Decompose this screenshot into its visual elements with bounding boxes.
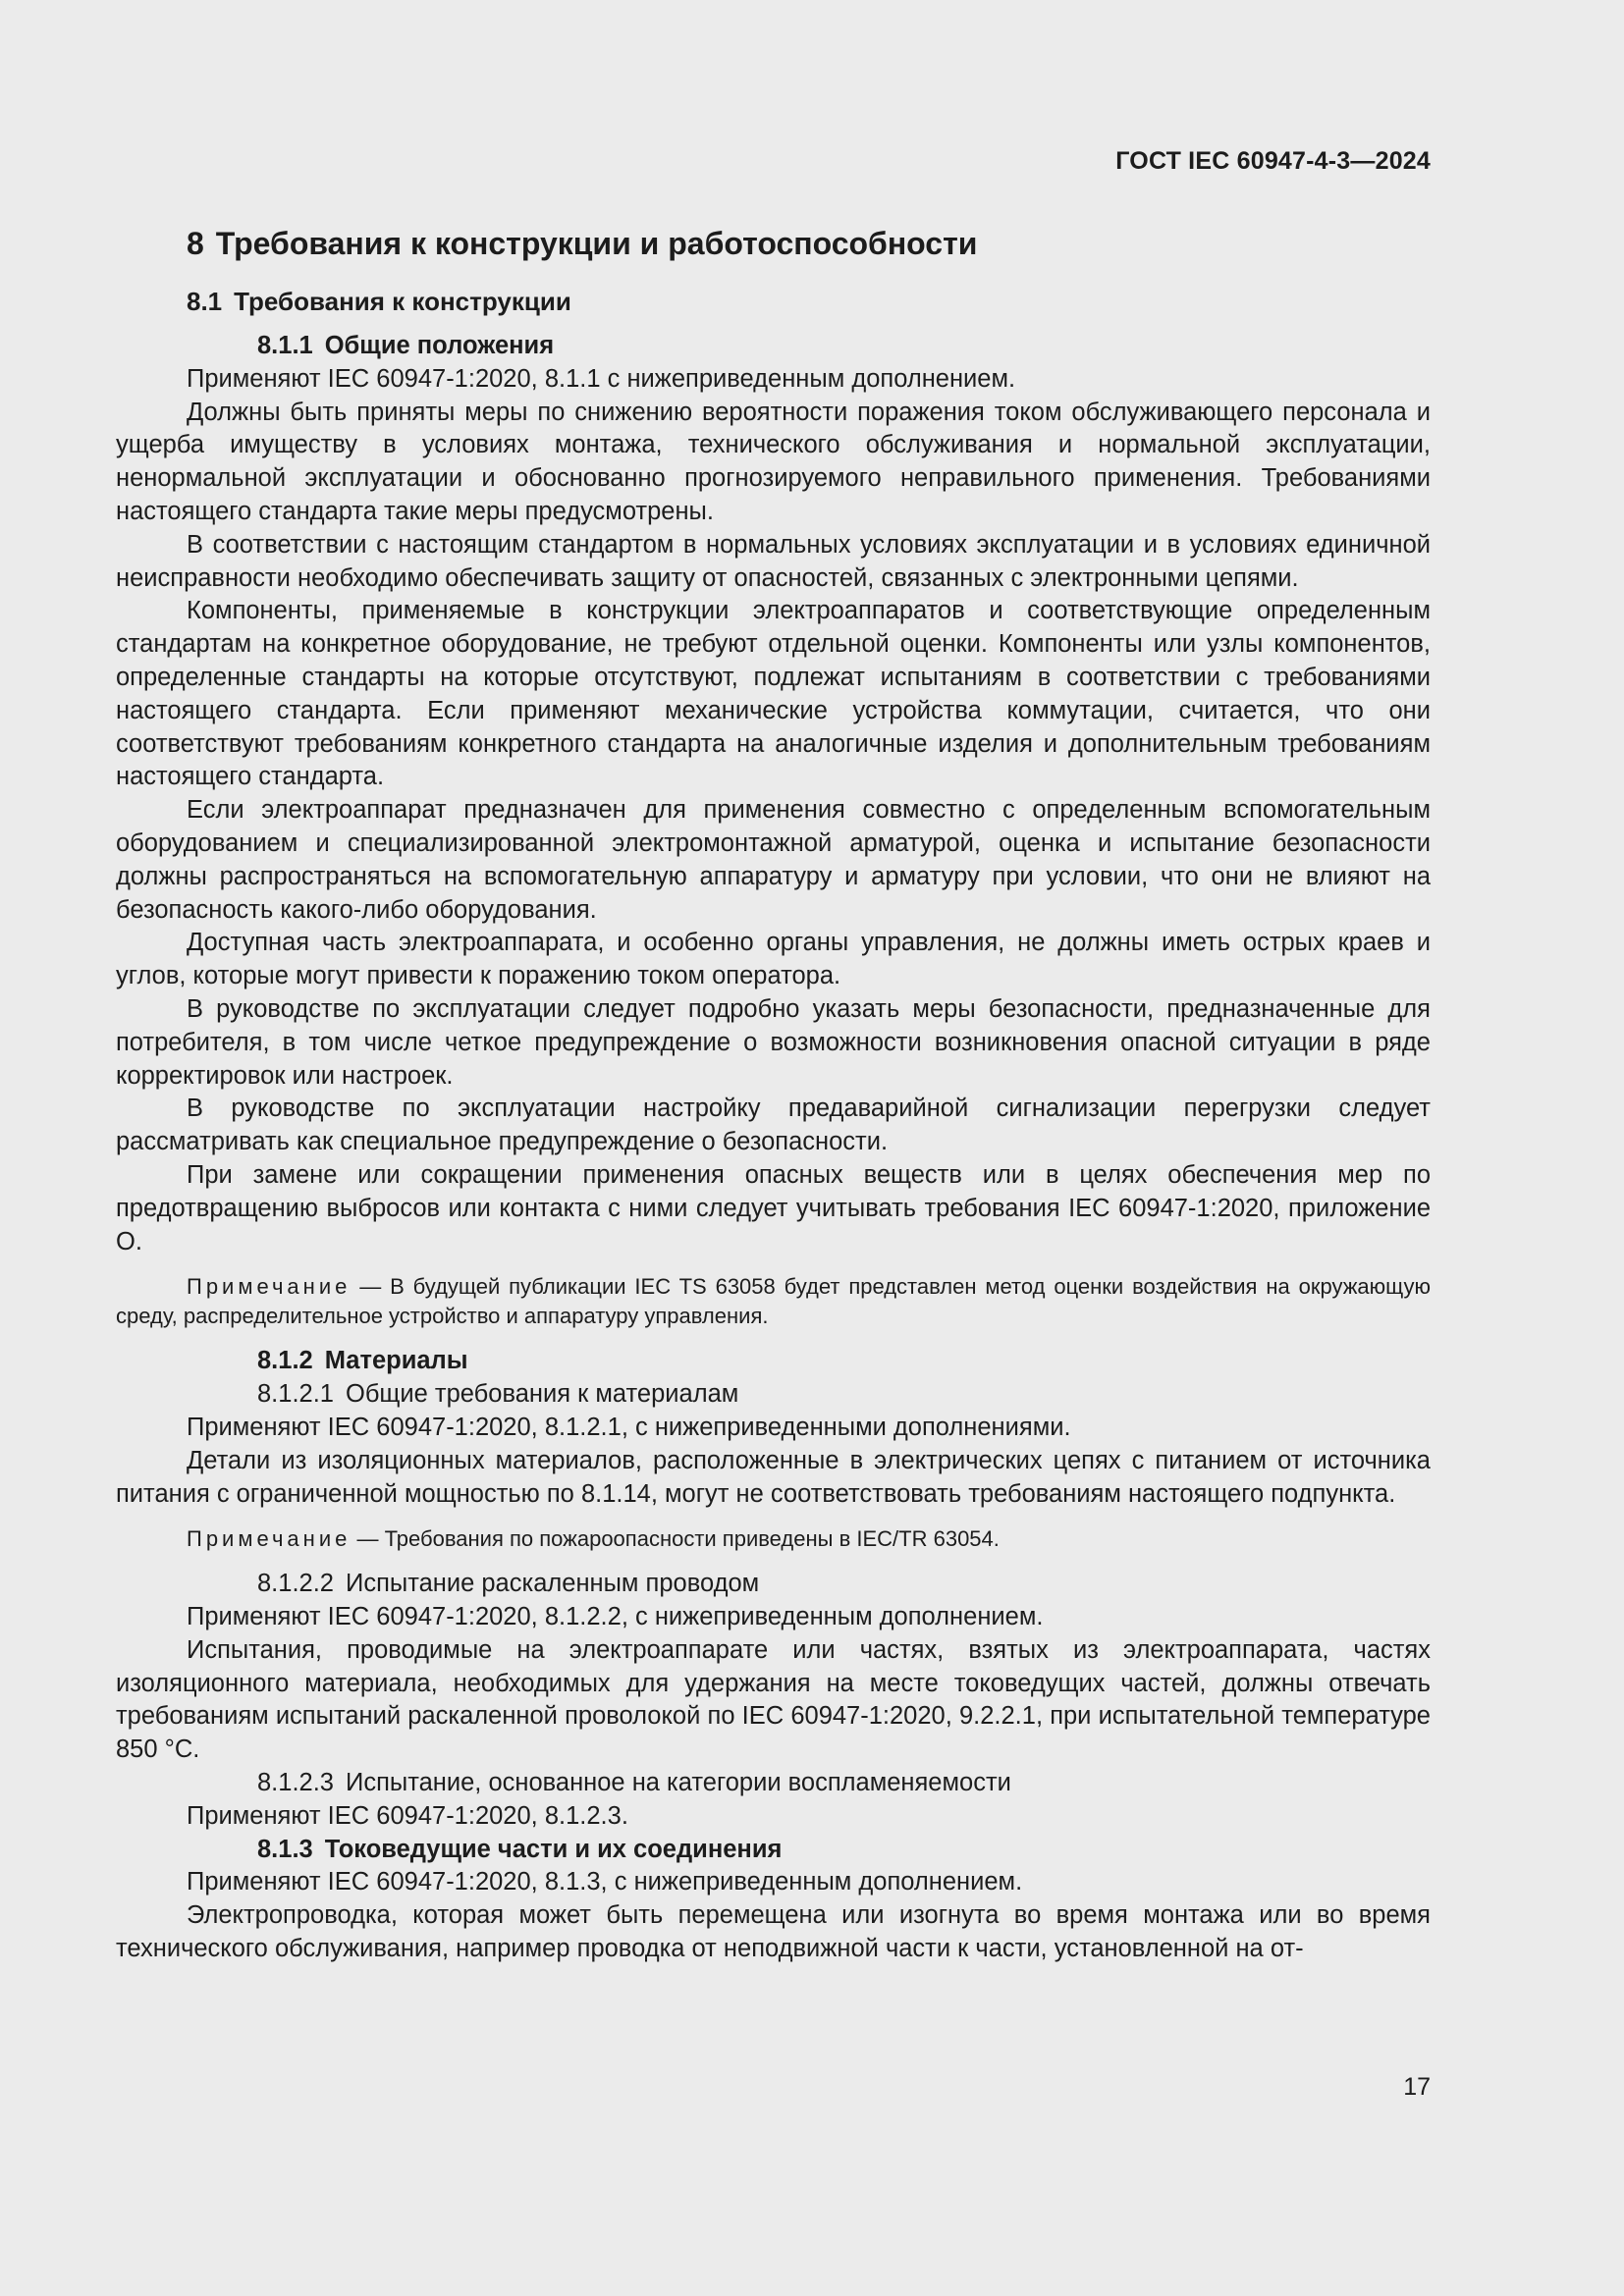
paragraph: Применяют IEC 60947-1:2020, 8.1.2.3.	[187, 1801, 628, 1830]
note-text: — Требования по пожароопасности приведены в IEC/TR 63054.	[351, 1526, 1000, 1552]
paragraph: Применяют IEC 60947-1:2020, 8.1.3, с нижеприведенным дополнением.	[187, 1868, 1023, 1896]
page-content	[116, 222, 1431, 1966]
clause-heading-8-1-2-1: 8.1.2.1 Общие требования к материалам	[257, 1380, 739, 1409]
paragraph: При замене или сокращении применения опасных веществ или в целях обеспечения мер по предотвращению выбросов или контакта с ними следует учитывать требования IEC 60947-1:2020, приложение О.	[116, 1160, 1431, 1255]
clause-heading-8-1-2-2: 8.1.2.2 Испытание раскаленным проводом	[257, 1570, 760, 1598]
section-heading	[187, 222, 1431, 265]
section-number: 8	[187, 226, 204, 261]
subsection-title: Требования к конструкции	[234, 287, 571, 316]
clause-heading-8-1-2-3: 8.1.2.3 Испытание, основанное на категории воспламеняемости	[257, 1769, 1011, 1797]
paragraph: Доступная часть электроаппарата, и особенно органы управления, не должны иметь острых краев и углов, которые могут привести к поражению током оператора.	[116, 929, 1431, 990]
note	[116, 1524, 1431, 1554]
page-number: 17	[1403, 2073, 1431, 2101]
note-label: Примечание	[187, 1274, 352, 1300]
paragraph: Если электроаппарат предназначен для применения совместно с определенным вспомогательным оборудованием и специализированной электромонтажной арматурой, оценка и испытание безопасности должны распространяться на вспомогательную аппаратуру и арматуру при условии, что они не влияют на безопасность какого-либо оборудования.	[116, 796, 1431, 924]
clause-heading-8-1-3: 8.1.3 Токоведущие части и их соединения	[257, 1835, 783, 1863]
paragraph: Должны быть приняты меры по снижению вероятности поражения током обслуживающего персонала и ущерба имуществу в условиях монтажа, технического обслуживания и нормальной эксплуатации, ненормальной эксплуатации и обоснованно прогнозируемого неправильного применения. Требованиями настоящего стандарта такие меры предусмотрены.	[116, 398, 1431, 525]
section-title: Требования к конструкции и работоспособности	[215, 226, 978, 261]
paragraph: Применяют IEC 60947-1:2020, 8.1.2.1, с нижеприведенными дополнениями.	[187, 1413, 1071, 1441]
subsection-number: 8.1	[187, 287, 223, 316]
paragraph: В соответствии с настоящим стандартом в нормальных условиях эксплуатации и в условиях единичной неисправности необходимо обеспечивать защиту от опасностей, связанных с электронными цепями.	[116, 530, 1431, 592]
paragraph: Применяют IEC 60947-1:2020, 8.1.1 с нижеприведенным дополнением.	[187, 364, 1016, 393]
note-text: — В будущей публикации IEC TS 63058 будет представлен метод оценки воздействия на окружающую среду, распределительное устройство и аппаратуру управления.	[116, 1274, 1431, 1329]
paragraph: В руководстве по эксплуатации настройку предаварийной сигнализации перегрузки следует рассматривать как специальное предупреждение о безопасности.	[116, 1095, 1431, 1156]
note	[116, 1272, 1431, 1331]
paragraph: Испытания, проводимые на электроаппарате или частях, взятых из электроаппарата, частях изоляционного материала, необходимых для удержания на месте токоведущих частей, должны отвечать требованиям испытаний раскаленной проволокой по IEC 60947-1:2020, 9.2.2.1, при испытательной температуре 850 °С.	[116, 1635, 1431, 1764]
paragraph: Электропроводка, которая может быть перемещена или изогнута во время монтажа или во время технического обслуживания, например проводка от неподвижной части к части, установленной на от-	[116, 1901, 1431, 1963]
document-id: ГОСТ IEC 60947-4-3—2024	[1115, 147, 1431, 175]
clause-heading-8-1-2: 8.1.2 Материалы	[257, 1347, 468, 1375]
paragraph: Детали из изоляционных материалов, расположенные в электрических цепях с питанием от источника питания с ограниченной мощностью по 8.1.14, могут не соответствовать требованиям настоящего подпункта.	[116, 1446, 1431, 1508]
paragraph: Применяют IEC 60947-1:2020, 8.1.2.2, с нижеприведенным дополнением.	[187, 1603, 1044, 1631]
paragraph: В руководстве по эксплуатации следует подробно указать меры безопасности, предназначенные для потребителя, в том числе четкое предупреждение о возможности возникновения опасной ситуации в ряде корректировок или настроек.	[116, 994, 1431, 1090]
note-label: Примечание	[187, 1526, 352, 1552]
subsection-heading	[187, 285, 1431, 318]
clause-heading-8-1-1: 8.1.1 Общие положения	[257, 332, 555, 359]
paragraph: Компоненты, применяемые в конструкции электроаппаратов и соответствующие определенным стандартам на конкретное оборудование, не требуют отдельной оценки. Компоненты или узлы компонентов, определенные стандарты на которые отсутствуют, подлежат испытаниям в соответствии с требованиями настоящего стандарта. Если применяют механические устройства коммутации, считается, что они соответствуют требованиям конкретного стандарта на аналогичные изделия и дополнительным требованиям настоящего стандарта.	[116, 597, 1431, 791]
